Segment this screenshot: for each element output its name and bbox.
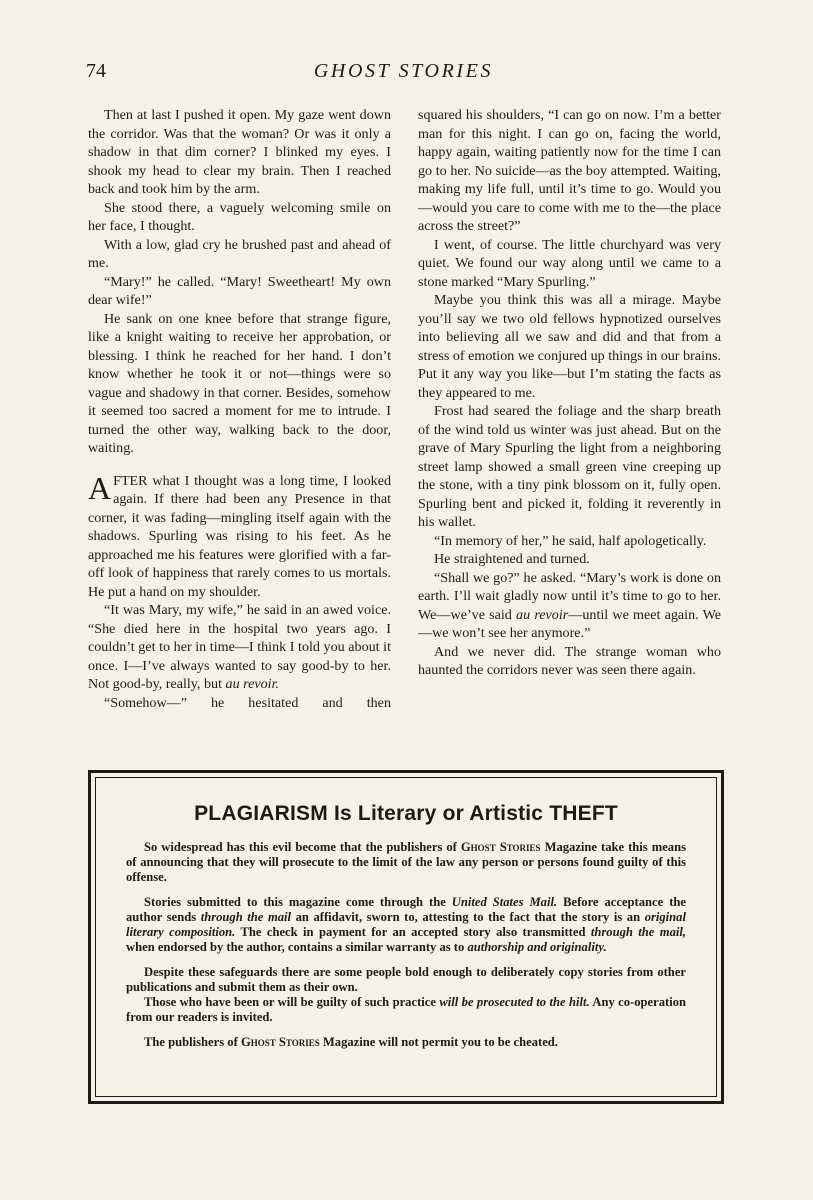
story-paragraph-section-start — [88, 469, 391, 602]
story-italic: au revoir — [516, 606, 569, 623]
notice-italic: through the mail, — [590, 925, 687, 939]
notice-paragraph — [126, 840, 686, 885]
running-title: GHOST STORIES — [313, 60, 494, 82]
story-text: “Somehow—” he hesitated and then — [104, 694, 391, 711]
story-paragraph: I went, of course. The little churchyard was very quiet. We found our way along until we came to a stone marked “Mary Spurling.” — [418, 236, 721, 290]
plagiarism-notice-inner-border — [95, 777, 717, 1097]
notice-text: Any co-operation from our readers is invited. — [126, 995, 686, 1024]
notice-text: The check in payment for an accepted story also transmitted — [235, 925, 591, 939]
story-paragraph — [88, 601, 391, 694]
story-text: “Shall we go?” he asked. “Mary’s work is done on earth. I’ll wait gladly now until it’s time to go to her. We—we’ve said — [418, 569, 721, 623]
story-paragraph: Then at last I pushed it open. My gaze went down the corridor. Was that the woman? Or was it only a shadow in that dim corner? I blinked my eyes. I shook my head to clear my brain. Then I reached back and took him by the arm. — [88, 107, 391, 197]
story-paragraph — [418, 569, 721, 643]
story-column-left — [88, 106, 391, 712]
story-paragraph: He straightened and turned. — [434, 551, 590, 567]
story-paragraph: With a low, glad cry he brushed past and ahead of me. — [88, 236, 391, 271]
notice-text: an affidavit, sworn to, attesting to the fact that the story is an — [291, 910, 645, 924]
story-paragraph: “In memory of her,” he said, half apologetically. — [434, 532, 707, 549]
notice-paragraph — [126, 1035, 686, 1050]
notice-paragraph — [126, 995, 686, 1025]
notice-paragraph — [126, 965, 686, 995]
notice-text: Magazine will not permit you to be cheated. — [319, 1035, 558, 1049]
notice-text: The publishers of — [144, 1035, 241, 1049]
story-column-right — [418, 106, 721, 680]
story-italic: au revoir. — [225, 676, 280, 692]
story-paragraph: She stood there, a vaguely welcoming smile on her face, I thought. — [88, 199, 391, 234]
notice-text: Stories submitted to this magazine come through the — [144, 895, 452, 909]
magazine-name: Ghost Stories — [460, 840, 541, 854]
plagiarism-notice — [88, 770, 724, 1104]
notice-heading: PLAGIARISM Is Literary or Artistic THEFT — [194, 802, 618, 825]
notice-italic: original literary composition. — [126, 910, 686, 939]
story-paragraph: And we never did. The strange woman who haunted the corridors never was seen there again. — [418, 643, 721, 678]
story-paragraph-continuation: squared his shoulders, “I can go on now. I’m a better man for this night. I can go on, facing the world, happy again, waiting patiently now for the time I can go to her. No suicide—as the boy attempted. Waiting, making my life full, until it’s time to go. Would you—would you care to come with me to the—the place across the street?” — [418, 107, 721, 234]
story-paragraph: He sank on one knee before that strange figure, like a knight waiting to receive her approbation, or blessing. I think he reached for her hand. I don’t know whether he took it or not—things were so vague and shadowy in that corner. Besides, somehow it seemed too sacred a moment for me to intrude. I turned the other way, walking back to the door, waiting. — [88, 310, 391, 456]
story-paragraph: Frost had seared the foliage and the sharp breath of the wind told us winter was just ahead. But on the grave of Mary Spurling the light from a neighboring street lamp showed a small green vine creeping up the stone, with a tiny pink blossom on it, fully open. Spurling bent and picked it, folding it reverently in his wallet. — [418, 403, 721, 530]
notice-text: when endorsed by the author, contains a similar warranty as to — [126, 940, 468, 954]
drop-cap: A — [88, 469, 112, 506]
page-header — [86, 60, 721, 88]
notice-text: So widespread has this evil become that the publishers of — [144, 840, 461, 854]
notice-text: Despite these safeguards there are some people bold enough to deliberately copy stories from other publications and submit them as their own. — [126, 965, 686, 994]
notice-italic: United States Mail. — [451, 895, 558, 909]
notice-paragraph — [126, 895, 686, 955]
story-paragraph: Maybe you think this was all a mirage. Maybe you’ll say we two old fellows hypnotized ourselves into believing all we saw and did and that from a stress of emotion we conjured up things in our brains. Put it any way you like—but I’m stating the facts as they appeared to me. — [418, 292, 721, 401]
notice-italic: through the mail — [200, 910, 292, 924]
notice-italic: will be prosecuted to the hilt. — [439, 995, 590, 1009]
story-paragraph-continued — [88, 694, 391, 713]
story-text: “It was Mary, my wife,” he said in an awed voice. “She died here in the hospital two years ago. I couldn’t get to her in time—I think I told you about it once. I—I’ve always wanted to say good-by to her. Not good-by, really, but — [88, 602, 391, 692]
notice-text: Before acceptance the author sends — [126, 895, 686, 924]
story-text: FTER what I thought was a long time, I looked again. If there had been any Presence in that corner, it was fading—mingling itself again with the shadows. Spurling was rising to his feet. As he approached me his features were glorified with a far-off look of happiness that rarely comes to us mortals. He put a hand on my shoulder. — [88, 472, 391, 600]
story-paragraph: “Mary!” he called. “Mary! Sweetheart! My own dear wife!” — [88, 273, 391, 308]
page-number: 74 — [86, 60, 106, 82]
magazine-name: Ghost Stories — [240, 1035, 320, 1049]
notice-text: Magazine take this means of announcing that they will prosecute to the limit of the law any person or persons found guilty of this offense. — [126, 840, 686, 884]
story-text: —until we meet again. We—we won’t see her anymore.” — [418, 606, 722, 641]
notice-italic: authorship and originality. — [467, 940, 607, 954]
notice-text: Those who have been or will be guilty of such practice — [144, 995, 440, 1009]
